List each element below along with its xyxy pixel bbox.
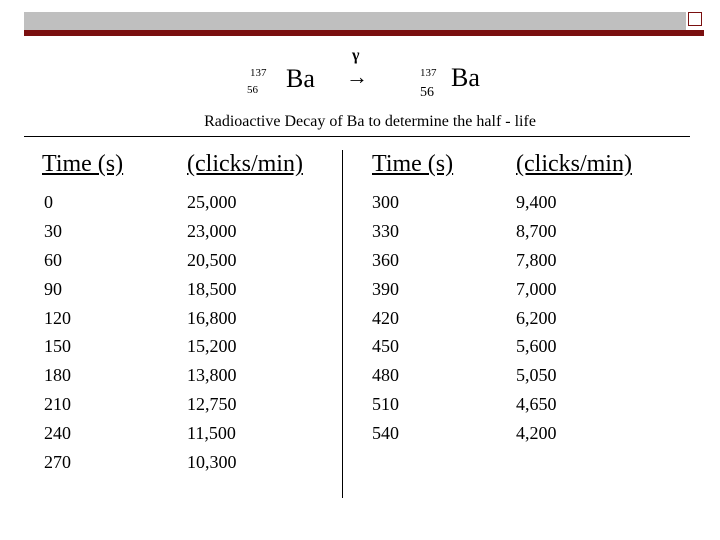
gamma-symbol: γ bbox=[352, 47, 360, 64]
table-cell: 60 bbox=[44, 249, 62, 270]
daughter-mass-number: 137 bbox=[420, 67, 437, 79]
table-cell: 510 bbox=[372, 394, 399, 415]
table-cell: 30 bbox=[44, 220, 62, 241]
table-cell: 210 bbox=[44, 394, 71, 415]
table-cell: 480 bbox=[372, 365, 399, 386]
table-cell: 16,800 bbox=[187, 307, 237, 328]
corner-square-decoration bbox=[688, 12, 702, 26]
daughter-symbol: Ba bbox=[451, 63, 480, 92]
table-cell: 13,800 bbox=[187, 365, 237, 386]
table-cell: 360 bbox=[372, 249, 399, 270]
table-cell: 7,800 bbox=[516, 249, 557, 270]
table-cell: 25,000 bbox=[187, 192, 237, 212]
title-underline-decoration bbox=[24, 30, 704, 36]
table-cell: 4,200 bbox=[516, 423, 557, 444]
header-counts-right: (clicks/min) bbox=[516, 151, 632, 177]
header-time-right: Time (s) bbox=[372, 151, 454, 177]
left-counts-column bbox=[187, 188, 237, 477]
table-cell: 15,200 bbox=[187, 336, 237, 357]
table-cell: 180 bbox=[44, 365, 71, 386]
table-cell: 10,300 bbox=[187, 452, 237, 473]
parent-mass-number: 137 bbox=[250, 67, 267, 79]
table-cell: 8,700 bbox=[516, 220, 557, 241]
table-cell: 450 bbox=[372, 336, 399, 357]
table-cell: 330 bbox=[372, 220, 399, 241]
table-cell: 390 bbox=[372, 278, 399, 299]
table-cell: 4,650 bbox=[516, 394, 557, 415]
parent-symbol: Ba bbox=[286, 64, 315, 93]
table-cell: 540 bbox=[372, 423, 399, 444]
parent-atomic-number: 56 bbox=[247, 84, 258, 96]
table-cell: 18,500 bbox=[187, 278, 237, 299]
table-cell: 5,600 bbox=[516, 336, 557, 357]
header-counts-left: (clicks/min) bbox=[187, 151, 303, 177]
table-cell: 120 bbox=[44, 307, 71, 328]
right-time-column bbox=[372, 188, 399, 448]
table-cell: 20,500 bbox=[187, 249, 237, 270]
daughter-atomic-number: 56 bbox=[420, 85, 434, 100]
table-cell: 12,750 bbox=[187, 394, 237, 415]
header-time-left: Time (s) bbox=[42, 151, 124, 177]
table-cell: 7,000 bbox=[516, 278, 557, 299]
table-cell: 5,050 bbox=[516, 365, 557, 386]
column-divider bbox=[342, 150, 343, 498]
caption-rule bbox=[24, 136, 690, 137]
left-time-column bbox=[44, 188, 71, 477]
right-counts-column bbox=[516, 188, 557, 448]
table-cell: 9,400 bbox=[516, 192, 557, 212]
slide-caption: Radioactive Decay of Ba to determine the half - life bbox=[204, 113, 536, 130]
table-cell: 270 bbox=[44, 452, 71, 473]
reaction-arrow-icon: → bbox=[346, 64, 368, 89]
table-cell: 240 bbox=[44, 423, 71, 444]
table-cell: 6,200 bbox=[516, 307, 557, 328]
table-cell: 300 bbox=[372, 192, 399, 212]
table-cell: 420 bbox=[372, 307, 399, 328]
table-cell: 23,000 bbox=[187, 220, 237, 241]
table-cell: 150 bbox=[44, 336, 71, 357]
table-cell: 11,500 bbox=[187, 423, 236, 444]
table-cell: 0 bbox=[44, 192, 53, 212]
table-cell: 90 bbox=[44, 278, 62, 299]
